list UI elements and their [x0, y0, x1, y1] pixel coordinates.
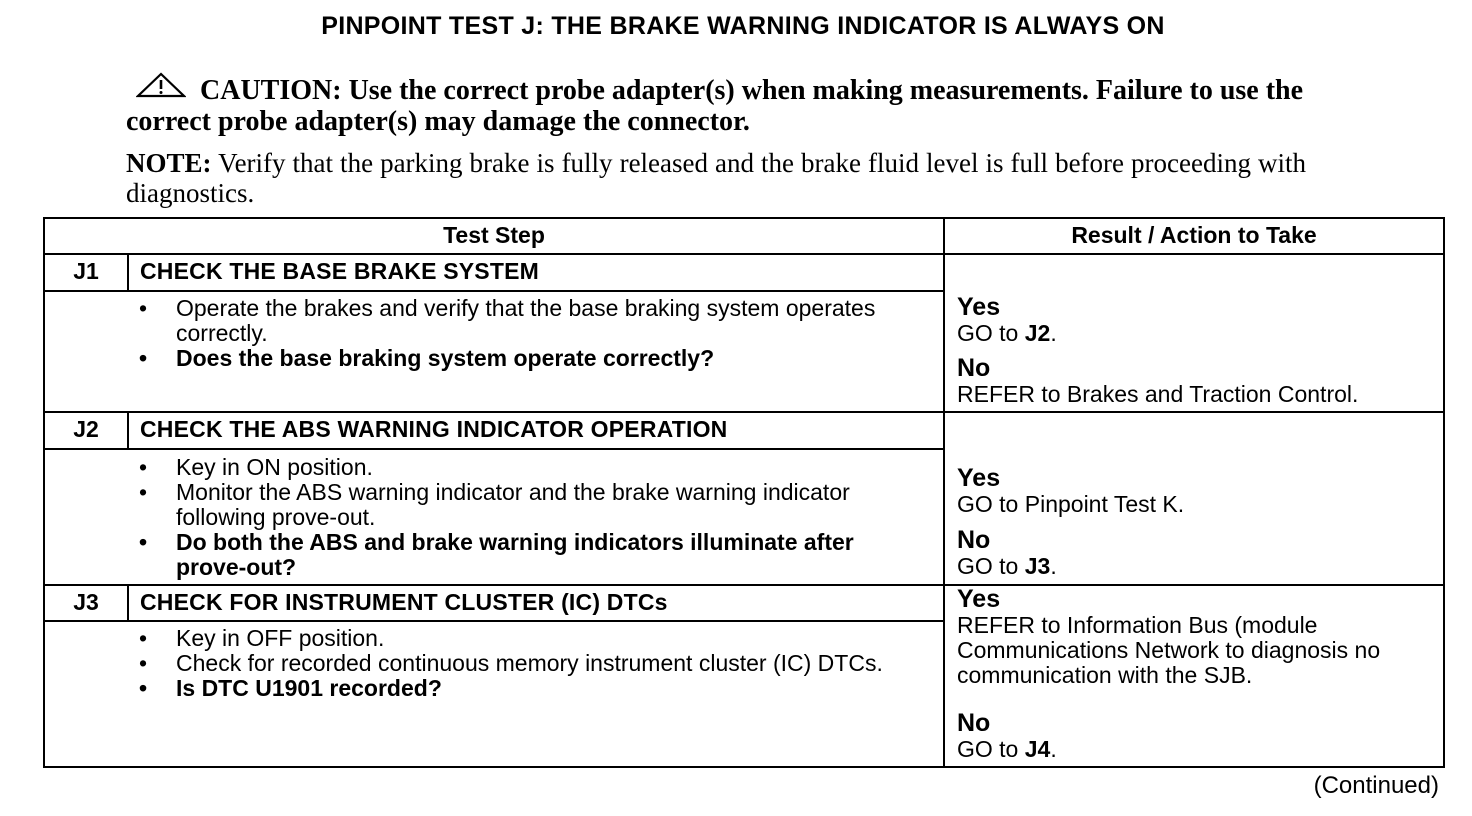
result-label: No	[957, 526, 991, 554]
step-question: • Is DTC U1901 recorded?	[139, 676, 929, 701]
warning-triangle-icon	[136, 72, 186, 102]
step-bullets	[139, 296, 929, 371]
id-divider	[127, 255, 129, 291]
step-id: J3	[73, 589, 99, 615]
result-label: No	[957, 709, 991, 737]
note-label: NOTE:	[126, 148, 212, 178]
step-bullet: • Key in OFF position.	[139, 626, 929, 651]
result-yes	[957, 293, 1437, 346]
result-label: Yes	[957, 464, 1001, 492]
note	[126, 148, 1306, 208]
result-label: Yes	[957, 293, 1001, 321]
step-title: CHECK THE BASE BRAKE SYSTEM	[140, 258, 539, 284]
row-divider	[45, 290, 943, 292]
result-action: REFER to Information Bus (module Communications Network to diagnosis no communication with the SJB.	[957, 612, 1381, 688]
step-bullets	[139, 626, 929, 701]
step-question: • Does the base braking system operate correctly?	[139, 346, 929, 371]
row-divider	[45, 620, 943, 622]
result-label: No	[957, 354, 991, 382]
pinpoint-test-table	[43, 217, 1445, 768]
step-bullet: • Monitor the ABS warning indicator and the brake warning indicator following prove-out.	[139, 480, 899, 530]
note-text: Verify that the parking brake is fully released and the brake fluid level is full before proceeding with diagnostics.	[126, 148, 1306, 208]
result-yes	[957, 464, 1437, 517]
step-id: J2	[73, 416, 99, 442]
caution-text: Use the correct probe adapter(s) when making measurements. Failure to use the correct probe adapter(s) may damage the connector.	[126, 75, 1304, 137]
step-bullet: • Check for recorded continuous memory instrument cluster (IC) DTCs.	[139, 651, 929, 676]
result-action: REFER to Brakes and Traction Control.	[957, 381, 1359, 407]
id-divider	[127, 413, 129, 449]
step-bullet: • Operate the brakes and verify that the base braking system operates correctly.	[139, 296, 929, 346]
step-bullets	[139, 455, 899, 580]
result-label: Yes	[957, 585, 1001, 613]
step-title: CHECK THE ABS WARNING INDICATOR OPERATION	[140, 416, 728, 442]
result-action: GO to J4.	[957, 736, 1057, 762]
result-action: GO to Pinpoint Test K.	[957, 491, 1185, 517]
caution-notice	[126, 72, 1316, 137]
result-no	[957, 709, 1437, 762]
column-divider	[943, 219, 945, 766]
caution-label: CAUTION:	[200, 75, 342, 106]
header-test-step: Test Step	[443, 222, 545, 248]
id-divider	[127, 586, 129, 621]
continued-marker: (Continued)	[1313, 772, 1439, 799]
header-divider	[45, 253, 1443, 255]
header-result: Result / Action to Take	[1071, 222, 1317, 248]
step-title: CHECK FOR INSTRUMENT CLUSTER (IC) DTCs	[140, 589, 668, 615]
row-divider	[45, 448, 943, 450]
result-yes	[957, 585, 1441, 688]
step-bullet: • Key in ON position.	[139, 455, 899, 480]
result-no	[957, 526, 1437, 579]
step-id: J1	[73, 258, 99, 284]
step-question: • Do both the ABS and brake warning indicators illuminate after prove-out?	[139, 530, 899, 580]
result-no	[957, 354, 1437, 407]
page-title: PINPOINT TEST J: THE BRAKE WARNING INDICATOR IS ALWAYS ON	[321, 12, 1165, 40]
row-divider	[45, 411, 1443, 413]
result-action: GO to J3.	[957, 553, 1057, 579]
result-action: GO to J2.	[957, 320, 1057, 346]
